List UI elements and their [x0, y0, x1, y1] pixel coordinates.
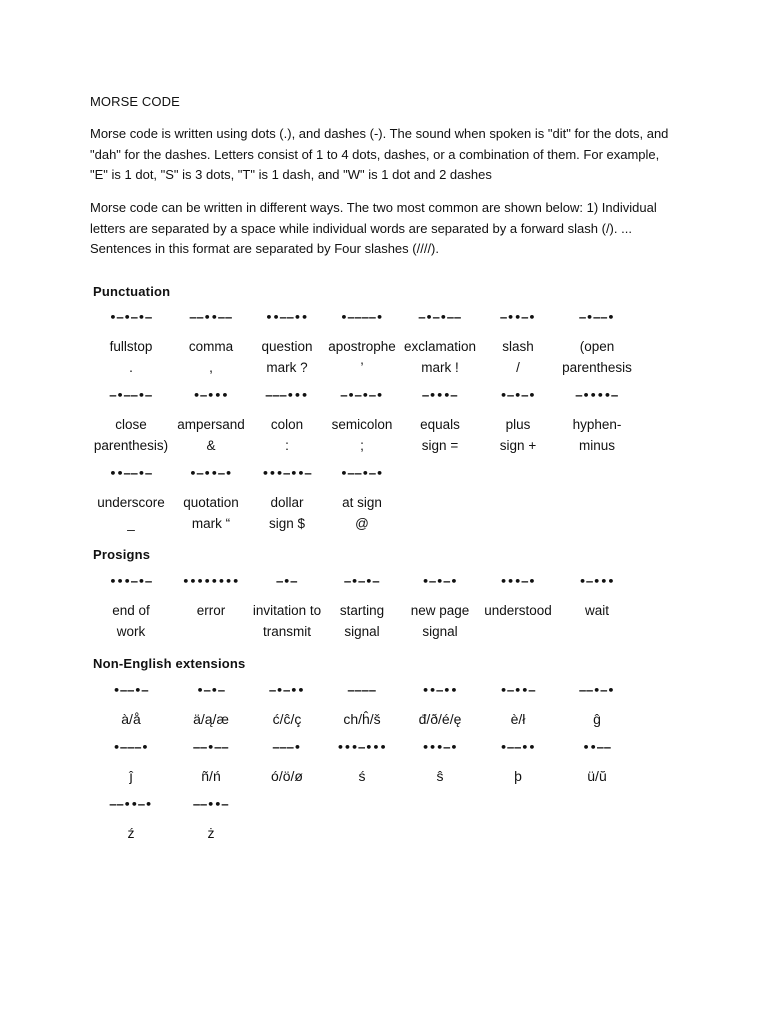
- morse-entry: [163, 797, 259, 844]
- morse-entry-label: ä/ą/æ: [193, 711, 229, 727]
- morse-entry-label: ĵ: [129, 768, 133, 784]
- morse-code-sequence: •••–•: [500, 575, 536, 588]
- morse-entry-label: (open parenthesis: [562, 339, 632, 375]
- morse-code-sequence: •––––•: [340, 311, 384, 324]
- morse-code-sequence: •••–•–: [109, 575, 153, 588]
- morse-code-sequence: •••–•••: [337, 741, 387, 754]
- morse-entry-label: error: [196, 603, 226, 618]
- morse-entry: [549, 683, 645, 730]
- morse-code-sequence: •––•–: [113, 684, 149, 697]
- morse-code-sequence: –•–•–: [344, 575, 380, 588]
- morse-entry-label: ch/ĥ/š: [343, 711, 381, 727]
- morse-entry-label: ó/ö/ø: [271, 768, 303, 784]
- morse-code-sequence: –••••–: [575, 389, 619, 402]
- morse-entry: [549, 574, 645, 621]
- morse-code-sequence: •–•••: [193, 389, 229, 402]
- morse-entry-label: ś: [358, 768, 366, 784]
- morse-entry-label: à/å: [121, 711, 141, 727]
- morse-code-sequence: •••–•: [422, 741, 458, 754]
- morse-entry-label: end of work: [112, 603, 150, 639]
- morse-entry-label: ampersand &: [177, 417, 245, 453]
- morse-code-sequence: ––––: [347, 684, 377, 697]
- morse-code-sequence: ••––•–: [109, 467, 153, 480]
- morse-entry-label: hyphen- minus: [572, 417, 622, 453]
- morse-entry-label: ü/ŭ: [587, 768, 607, 784]
- morse-entry-label: quotation mark “: [183, 495, 239, 531]
- morse-entry-label: đ/ð/é/ę: [418, 711, 462, 727]
- morse-code-sequence: –•••–: [422, 389, 458, 402]
- morse-entry-label: ż: [207, 825, 215, 841]
- morse-entry: [549, 310, 645, 378]
- morse-entry-label: slash /: [502, 339, 534, 375]
- morse-entry-label: invitation to transmit: [252, 603, 322, 639]
- intro-paragraph: Morse code is written using dots (.), and dashes (-). The sound when spoken is "dit" for the dots, and "dah" for the dashes. Letters consist of 1 to 4 dots, dashes, or a combination of them. For example, "E" is 1 dot, "S" is 3 dots, "T" is 1 dash, and "W" is 1 dot and 2 dashes: [90, 126, 669, 182]
- morse-code-sequence: •–•–•–: [109, 311, 153, 324]
- morse-code-sequence: –•–••: [269, 684, 305, 697]
- morse-entry: [549, 740, 645, 787]
- morse-entry-label: comma ,: [188, 339, 234, 375]
- morse-code-sequence: •••–••–: [262, 467, 312, 480]
- morse-entry-label: colon :: [270, 417, 304, 453]
- morse-entry: [549, 388, 645, 456]
- morse-code-sequence: •–––•: [113, 741, 149, 754]
- morse-code-sequence: –••–•: [500, 311, 536, 324]
- morse-code-sequence: –•–•–•: [340, 389, 384, 402]
- morse-entry-label: semicolon ;: [331, 417, 393, 453]
- morse-entry-label: þ: [514, 768, 522, 784]
- morse-entry-label: at sign @: [342, 495, 382, 531]
- morse-code-sequence: ••••••••: [182, 575, 240, 588]
- morse-entry-label: fullstop .: [109, 339, 153, 375]
- morse-code-sequence: •––•–•: [340, 467, 384, 480]
- section-title-punctuation: Punctuation: [93, 284, 171, 299]
- morse-entry-label: underscore _: [97, 495, 165, 531]
- morse-code-sequence: ••–••: [422, 684, 458, 697]
- morse-code-sequence: •––••: [500, 741, 536, 754]
- morse-entry-label: wait: [584, 603, 609, 618]
- morse-entry-label: ź: [127, 825, 135, 841]
- format-paragraph: Morse code can be written in different ways. The two most common are shown below: 1) Individual letters are separated by a space while individual words are separated by a forward slash (/). ... Sentences in this format are separated by Four slashes (////).: [90, 200, 657, 256]
- morse-code-sequence: –––•: [272, 741, 302, 754]
- morse-entry-label: ć/ĉ/ç: [272, 711, 302, 727]
- morse-entry-label: dollar sign $: [268, 495, 306, 531]
- morse-code-sequence: ••––: [582, 741, 612, 754]
- morse-code-sequence: –––•••: [265, 389, 309, 402]
- morse-code-sequence: ––••–•: [109, 798, 153, 811]
- morse-entry-label: exclamation mark !: [403, 339, 477, 375]
- morse-entry-label: ñ/ń: [201, 768, 221, 784]
- morse-entry-label: close parenthesis): [93, 417, 169, 453]
- morse-code-sequence: ––•–•: [579, 684, 615, 697]
- morse-entry-label: ŝ: [436, 768, 444, 784]
- morse-entry-label: è/ł: [510, 711, 526, 727]
- morse-code-sequence: •–•••: [579, 575, 615, 588]
- morse-code-sequence: ••––••: [265, 311, 309, 324]
- morse-entry-label: ĝ: [593, 711, 601, 727]
- morse-code-sequence: •–•–•: [422, 575, 458, 588]
- morse-code-sequence: •–•–: [196, 684, 226, 697]
- morse-code-sequence: ––••––: [189, 311, 233, 324]
- morse-code-sequence: •–••–: [500, 684, 536, 697]
- morse-code-sequence: •–••–•: [189, 467, 233, 480]
- morse-entry-label: new page signal: [410, 603, 470, 639]
- morse-code-sequence: ––••–: [193, 798, 229, 811]
- morse-code-sequence: –•––•–: [109, 389, 153, 402]
- morse-code-sequence: –•–: [276, 575, 298, 588]
- morse-entry-label: starting signal: [339, 603, 385, 639]
- morse-code-sequence: –•––•: [579, 311, 615, 324]
- morse-code-sequence: ––•––: [193, 741, 229, 754]
- document-title: MORSE CODE: [90, 94, 180, 109]
- morse-entry-label: apostrophe ’: [328, 339, 396, 375]
- morse-code-sequence: •–•–•: [500, 389, 536, 402]
- section-title-prosigns: Prosigns: [93, 547, 151, 562]
- morse-entry-label: understood: [484, 603, 552, 618]
- section-title-non-english: Non-English extensions: [93, 656, 246, 671]
- morse-code-sequence: –•–•––: [418, 311, 462, 324]
- morse-entry-label: equals sign =: [420, 417, 460, 453]
- morse-entry-label: question mark ?: [261, 339, 313, 375]
- morse-entry: [314, 466, 410, 534]
- morse-entry-label: plus sign +: [499, 417, 537, 453]
